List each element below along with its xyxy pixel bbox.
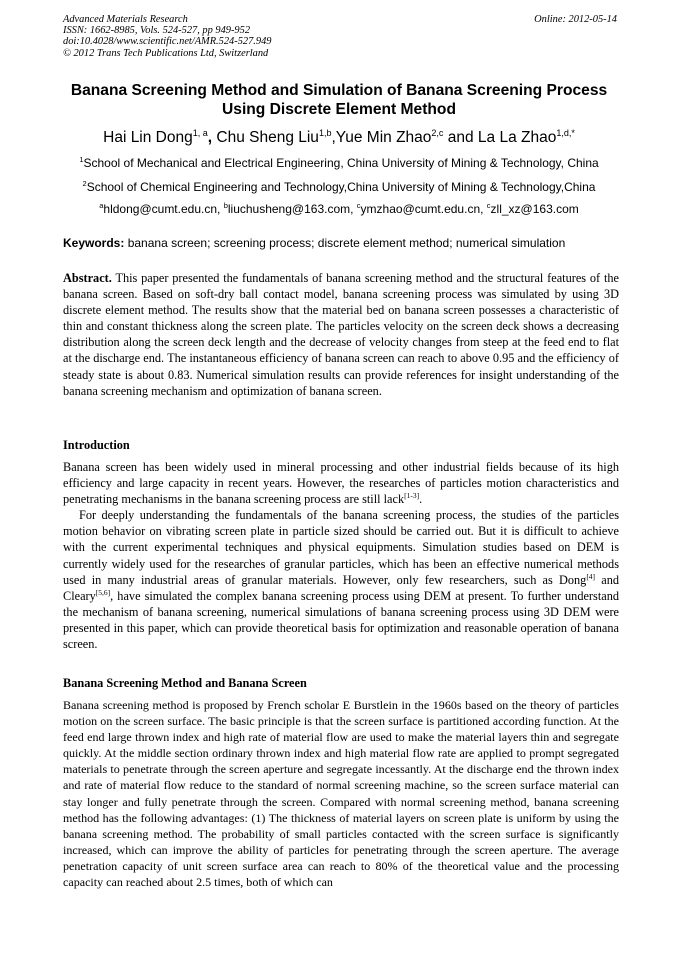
paragraph-text: and Cleary xyxy=(63,572,619,603)
paragraph-text: . xyxy=(419,492,423,507)
citation: [1-3] xyxy=(404,491,420,501)
section-body xyxy=(63,697,619,890)
author-name: Hai Lin Dong xyxy=(103,129,193,146)
journal-doi: doi:10.4028/www.scientific.net/AMR.524-527.949 xyxy=(63,36,272,48)
author-affiliation-mark: 2,c xyxy=(431,127,444,138)
affiliation-1 xyxy=(20,156,658,171)
author-affiliation-mark: 1, a xyxy=(192,127,208,138)
email-mark: a xyxy=(99,201,104,210)
citation: [4] xyxy=(586,571,596,581)
introduction-body xyxy=(63,459,619,652)
keywords-label: Keywords: xyxy=(63,236,125,250)
affiliation-text: School of Mechanical and Electrical Engineering, China University of Mining & Technology, China xyxy=(83,156,599,170)
abstract-paragraph xyxy=(63,270,619,399)
section-heading: Banana Screening Method and Banana Screen xyxy=(63,676,307,690)
paragraph-text: , have simulated the complex banana screening process using DEM at present. To further understand the mechanism of banana screening, numerical simulations of banana screening process using 3D DEM were presented in this paper, which can provide theoretical basis for optimization and reasonable operation of banana screen. xyxy=(63,588,619,652)
paragraph: Banana screening method is proposed by French scholar E Burstlein in the 1960s based on the theory of particles motion on the screen surface. The basic principle is that the screen surface is partitioned according function. At the feed end large thrown index and high rate of material flow are used to make the material layers thin and segregate quickly. At the middle section ordinary thrown index and high material flow rate are applied to prompt segregated materials to penetrate through the screen aperture and segregate incessantly. At the discharge end the thrown index and rate of material flow reduce to the standard of normal screening machine, so the screen surface material can stay longer and fully penetrate through the screen. Compared with normal screening method, banana screening method has the following advantages: (1) The thickness of material layers on screen plate is uniform by using the banana screening method. The probability of small particles contacted with the screen surface is significantly increased, which can improve the ability of particles for penetrating through the screen aperture. The average penetration capacity of unit screen surface area can reach to 80% of the theoretical value and the processing capacity can reached about 2.5 times, both of which can xyxy=(63,698,619,890)
journal-issn: ISSN: 1662-8985, Vols. 524-527, pp 949-952 xyxy=(63,25,251,37)
paragraph-text: For deeply understanding the fundamentals of the banana screening process, the studies of the particles motion behavior on vibrating screen plate in particle sized should be carried out. But it is difficult to achieve with the current experimental techniques and physical equipments. Simulation studies based on DEM is currently widely used for the researches of granular particles, which has been an effective numerical methods used in many industrial areas of granular materials. However, only few researchers, such as Dong xyxy=(63,508,619,587)
author-separator: , xyxy=(331,129,336,146)
author-name: Chu Sheng Liu xyxy=(216,129,319,146)
author-name: Yue Min Zhao xyxy=(335,129,432,146)
keywords-text: banana screen; screening process; discrete element method; numerical simulation xyxy=(124,236,566,250)
paragraph-text: Banana screen has been widely used in mineral processing and other industrial fields because of its high efficiency and large capacity in recent years. However, the researches of particles motion characteristics and penetrating mechanisms in the banana screening process are still lack xyxy=(63,460,619,507)
paragraph xyxy=(63,459,619,507)
title-line-2: Using Discrete Element Method xyxy=(222,101,456,118)
author-name: La La Zhao xyxy=(477,129,557,146)
abstract-text: This paper presented the fundamentals of banana screening method and the structural features of the banana screen. Based on soft-dry ball contact model, banana screening process was simulated by using 3D discrete element method. The results show that the material bed on banana screen possesses a characteristic of thin and constant thickness along the screen plate. The particles velocity on the screen deck shows a decreasing distribution along the screen deck length and the decrease of velocity changes from steep at the feed end to flat at the discharge end. The instantaneous efficiency of banana screen can reach to above 0.95 and the efficiency of steady state is about 0.83. Numerical simulation results can provide references for insight understanding of the banana screening mechanism and optimization of banana screen. xyxy=(63,271,619,398)
affiliation-2 xyxy=(20,180,658,195)
email-address: liuchusheng@163.com, xyxy=(227,202,357,216)
author-separator: , xyxy=(207,129,217,146)
journal-header xyxy=(63,14,617,59)
email-mark: c xyxy=(356,201,361,210)
author-affiliation-mark: 1,b xyxy=(318,127,332,138)
paper-title xyxy=(40,81,638,119)
author-emails xyxy=(20,202,658,217)
author-affiliation-mark: 1,d,* xyxy=(556,127,575,138)
journal-copyright: © 2012 Trans Tech Publications Ltd, Switzerland xyxy=(63,47,269,59)
introduction-heading: Introduction xyxy=(63,438,130,452)
affiliation-mark: 2 xyxy=(82,179,87,188)
title-line-1: Banana Screening Method and Simulation of Banana Screening Process xyxy=(70,82,608,99)
abstract-label: Abstract. xyxy=(63,271,112,285)
paragraph xyxy=(63,507,619,652)
journal-name: Advanced Materials Research xyxy=(63,14,188,25)
citation: [5,6] xyxy=(95,587,111,597)
email-mark: c xyxy=(486,201,491,210)
email-address: hldong@cumt.edu.cn, xyxy=(103,202,224,216)
email-mark: b xyxy=(223,201,228,210)
online-date: Online: 2012-05-14 xyxy=(534,14,617,25)
affiliation-mark: 1 xyxy=(79,155,84,164)
abstract xyxy=(63,270,619,399)
affiliation-text: School of Chemical Engineering and Technology,China University of Mining & Technology,China xyxy=(86,180,596,194)
email-address: zll_xz@163.com xyxy=(490,202,579,216)
author-separator: and xyxy=(443,129,478,146)
email-address: ymzhao@cumt.edu.cn, xyxy=(360,202,487,216)
keywords xyxy=(63,236,619,251)
author-list xyxy=(20,128,658,148)
